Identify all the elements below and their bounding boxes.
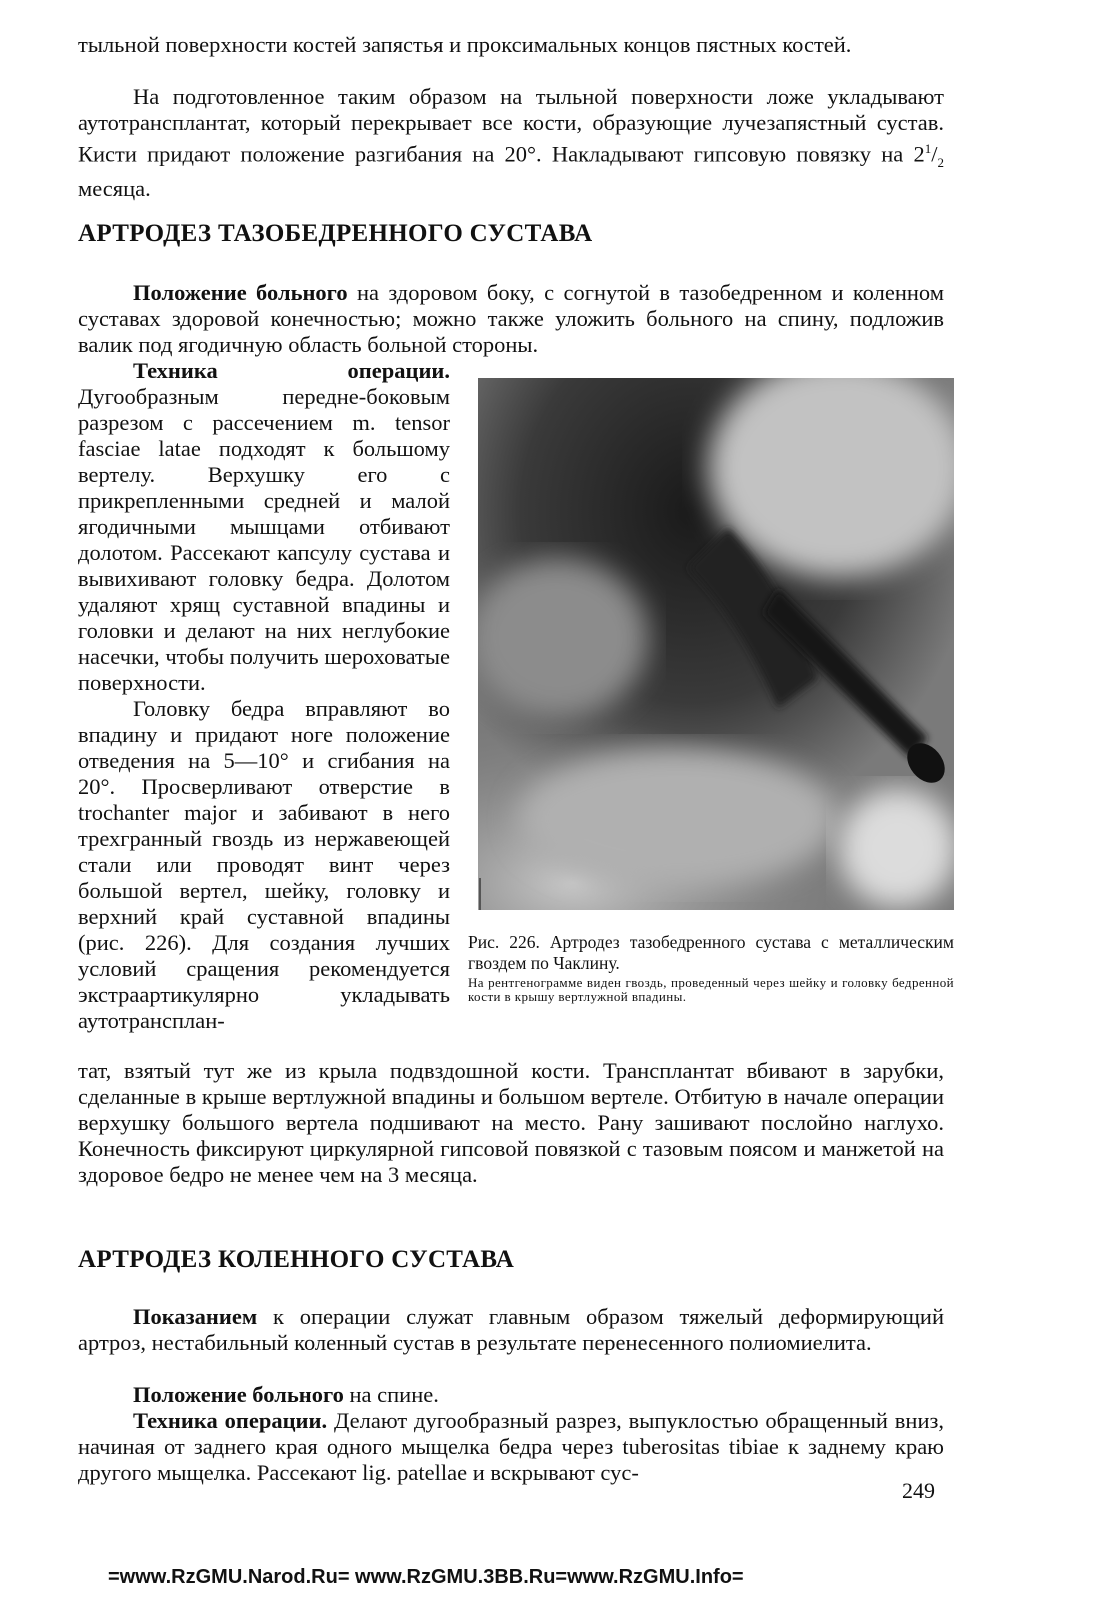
footer-watermark-text: =www.RzGMU.Narod.Ru= www.RzGMU.3BB.Ru=www.RzGMU.Info= [108,1566,744,1588]
section-heading-knee: АРТРОДЕЗ КОЛЕННОГО СУСТАВА [78,1246,515,1273]
intro-paragraph: На подготовленное таким образом на тыльной поверхности ложе укладывают аутотрансплантат, который перекрывает все кости, образующие лучезапястный сустав. Кисти придают положение разгибания на 20°. Накладывают гипсовую повязку на $2^1/_2$ месяца. [78,84,944,201]
section-heading-hip: АРТРОДЕЗ ТАЗОБЕДРЕННОГО СУСТАВА [78,220,593,247]
figure-caption: Рис. 226. Артродез тазобедренного сустава с металлическим гвоздем по Чаклину. [468,932,954,973]
hip-position-paragraph: Положение больного на здоровом боку, с согнутой в тазобедренном и коленном суставах здоровой конечностью; можно также уложить больного на спину, подложив валик под ягодичную область больной стороны. [78,280,944,357]
hip-left-column [78,358,450,1034]
knee-indication-paragraph: Показанием к операции служат главным образом тяжелый деформирующий артроз, нестабильный коленный сустав в результате перенесенного полиомиелита. [78,1304,944,1355]
hip-head-paragraph: Головку бедра вправляют во впадину и придают ноге положение отведения на 5—10° и сгибания на 20°. Просверливают отверстие в trochanter major и забивают в него трехгранный гвоздь из нержавеющей стали или проводят винт через большой вертел, шейку, головку и верхний край суставной впадины (рис. 226). Для создания лучших условий сращения рекомендуется экстраартикулярно укладывать аутотрансплан- [78,696,450,1033]
intro-line: тыльной поверхности костей запястья и проксимальных концов пястных костей. [78,32,852,57]
knee-technique-paragraph: Техника операции. Делают дугообразный разрез, выпуклостью обращенный вниз, начиная от заднего края одного мыщелка бедра через tuberositas tibiae к заднему краю другого мыщелка. Рассекают lig. patellae и вскрывают сус- [78,1408,944,1485]
hip-technique-paragraph: Техника операции. Дугообразным передне-боковым разрезом с рассечением m. tensor fasciae latae подходят к большому вертелу. Верхушку его с прикрепленными средней и малой ягодичными мышцами отбивают долотом. Рассекают капсулу сустава и вывихивают головку бедра. Долотом удаляют хрящ суставной впадины и головки и делают на них неглубокие насечки, чтобы получить шероховатые поверхности. [78,358,450,695]
page-number: 249 [902,1478,935,1503]
knee-position-paragraph: Положение больного на спине. [133,1382,439,1407]
hip-continuation-paragraph: тат, взятый тут же из крыла подвздошной кости. Трансплантат вбивают в зарубки, сделанные в крыше вертлужной впадины и большом вертеле. Отбитую в начале операции верхушку большого вертела подшивают на место. Рану зашивают послойно наглухо. Конечность фиксируют циркулярной гипсовой повязкой с тазовым поясом и манжетой на здоровое бедро не менее чем на 3 месяца. [78,1058,944,1187]
xray-figure-image [478,378,954,910]
figure-note: На рентгенограмме виден гвоздь, проведенный через шейку и головку бедренной кости в крышу вертлужной впадины. [468,975,954,1004]
